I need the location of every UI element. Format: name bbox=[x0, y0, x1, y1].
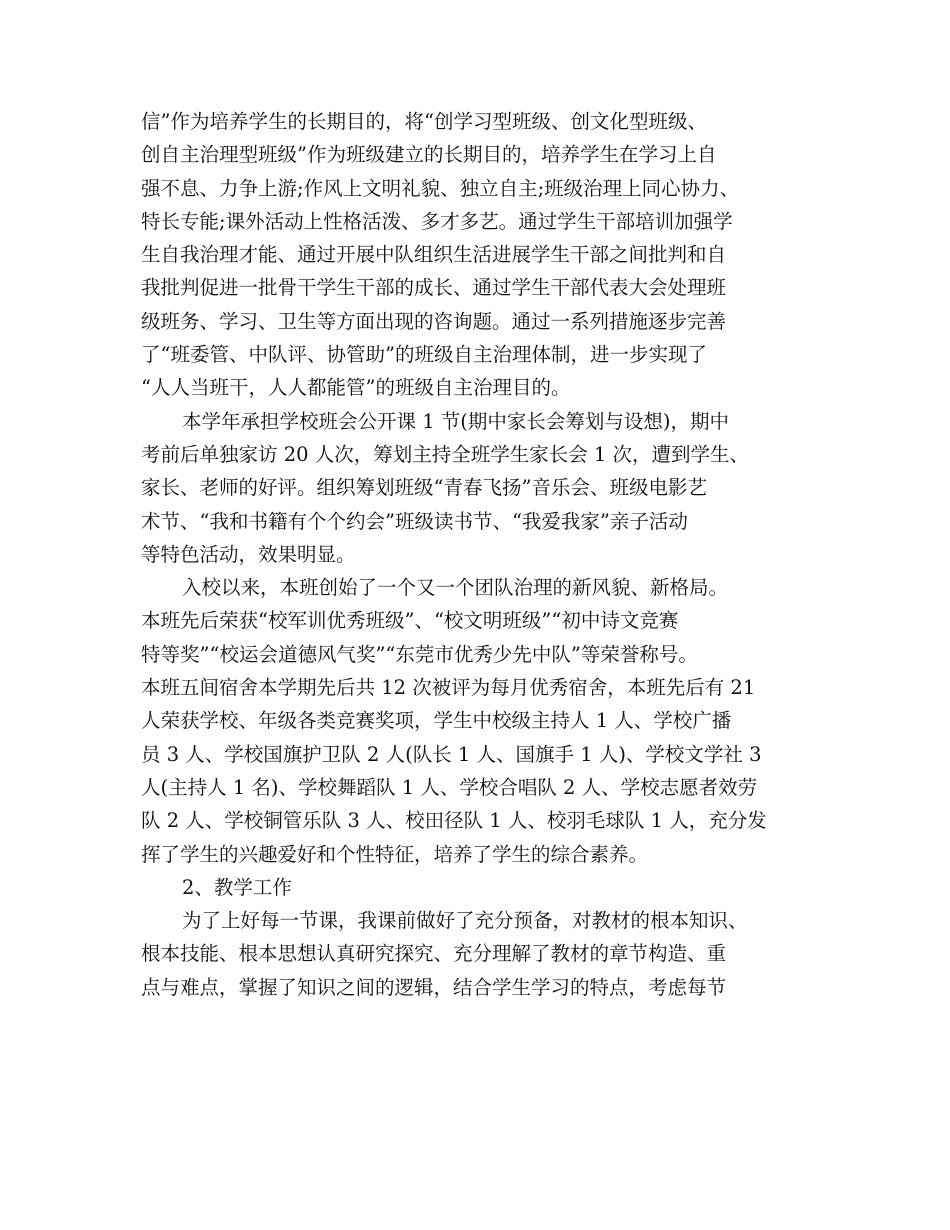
text-line: 队 2 人、学校铜管乐队 3 人、校田径队 1 人、校羽毛球队 1 人，充分发 bbox=[141, 809, 767, 833]
text-line: 点与难点，掌握了知识之间的逻辑，结合学生学习的特点，考虑每节 bbox=[141, 975, 727, 999]
text-line: 本班先后荣获“校军训优秀班级”、“校文明班级”“初中诗文竞赛 bbox=[141, 609, 679, 633]
text-line: “人人当班干，人人都能管”的班级自主治理目的。 bbox=[141, 376, 571, 400]
text-line: 本学年承担学校班会公开课 1 节(期中家长会筹划与设想)，期中 bbox=[182, 409, 730, 433]
text-line: 特长专能;课外活动上性格活泼、多才多艺。通过学生干部培训加强学 bbox=[141, 209, 733, 233]
text-line: 入校以来，本班创始了一个又一个团队治理的新风貌、新格局。 bbox=[182, 576, 729, 600]
text-line: 信”作为培养学生的长期目的，将“创学习型班级、创文化型班级、 bbox=[141, 110, 707, 133]
text-line: 等特色活动，效果明显。 bbox=[141, 542, 356, 566]
text-line: 2、教学工作 bbox=[182, 875, 292, 899]
text-line: 了“班委管、中队评、协管助”的班级自主治理体制，进一步实现了 bbox=[141, 343, 707, 367]
text-line: 挥了学生的兴趣爱好和个性特征，培养了学生的综合素养。 bbox=[141, 842, 649, 866]
text-line: 特等奖”“校运会道德风气奖”“东莞市优秀少先中队”等荣誉称号。 bbox=[141, 642, 698, 666]
text-line: 术节、“我和书籍有个个约会”班级读书节、“我爱我家”亲子活动 bbox=[141, 509, 688, 533]
text-line: 人(主持人 1 名)、学校舞蹈队 1 人、学校合唱队 2 人、学校志愿者效劳 bbox=[141, 775, 758, 799]
text-line: 创自主治理型班级”作为班级建立的长期目的，培养学生在学习上自 bbox=[141, 143, 717, 167]
text-line: 强不息、力争上游;作风上文明礼貌、独立自主;班级治理上同心协力、 bbox=[141, 176, 740, 200]
document-body bbox=[141, 105, 821, 1004]
text-line: 家长、老师的好评。组织筹划班级“青春飞扬”音乐会、班级电影艺 bbox=[141, 476, 707, 500]
text-line: 我批判促进一批骨干学生干部的成长、通过学生干部代表大会处理班 bbox=[141, 276, 727, 300]
text-line: 人荣获学校、年级各类竞赛奖项，学生中校级主持人 1 人、学校广播 bbox=[141, 709, 732, 733]
text-line: 根本技能、根本思想认真研究探究、充分理解了教材的章节构造、重 bbox=[141, 942, 727, 966]
text-line: 员 3 人、学校国旗护卫队 2 人(队长 1 人、国旗手 1 人)、学校文学社 3 bbox=[141, 742, 762, 766]
text-line: 级班务、学习、卫生等方面出现的咨询题。通过一系列措施逐步完善 bbox=[141, 309, 727, 333]
text-line: 生自我治理才能、通过开展中队组织生活进展学生干部之间批判和自 bbox=[141, 243, 727, 267]
text-line: 考前后单独家访 20 人次，筹划主持全班学生家长会 1 次，遭到学生、 bbox=[141, 442, 750, 466]
text-line: 本班五间宿舍本学期先后共 12 次被评为每月优秀宿舍，本班先后有 21 bbox=[141, 676, 756, 700]
text-line: 为了上好每一节课，我课前做好了充分预备，对教材的根本知识、 bbox=[182, 909, 748, 933]
